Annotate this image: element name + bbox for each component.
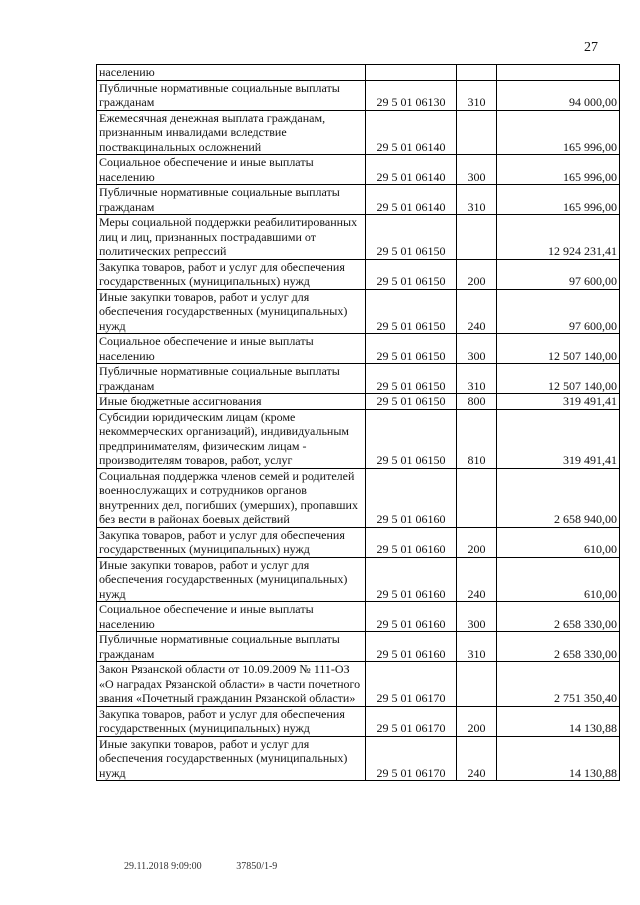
row-type-cell: 800 (457, 394, 497, 410)
row-amount-cell: 610,00 (497, 527, 620, 557)
row-code-cell: 29 5 01 06140 (366, 185, 457, 215)
row-code-cell: 29 5 01 06130 (366, 80, 457, 110)
row-name-cell: Субсидии юридическим лицам (кроме некоммерческих организаций), индивидуальным предпринимателям, физическим лицам - производителям товаров, работ, услуг (97, 409, 366, 468)
row-type-cell: 200 (457, 706, 497, 736)
row-name-cell: Социальное обеспечение и иные выплаты населению (97, 334, 366, 364)
table-row (97, 632, 620, 662)
table-row (97, 289, 620, 334)
table-row (97, 602, 620, 632)
row-code-cell: 29 5 01 06150 (366, 364, 457, 394)
table-row (97, 259, 620, 289)
table-row (97, 736, 620, 781)
page-number: 27 (584, 40, 598, 55)
row-amount-cell: 94 000,00 (497, 80, 620, 110)
row-code-cell: 29 5 01 06150 (366, 289, 457, 334)
row-code-cell: 29 5 01 06140 (366, 110, 457, 155)
row-type-cell: 200 (457, 259, 497, 289)
row-name-cell: Социальная поддержка членов семей и родителей военнослужащих и сотрудников органов внутренних дел, погибших (умерших), пропавших без вести в районах боевых действий (97, 468, 366, 527)
row-type-cell (457, 662, 497, 707)
row-amount-cell: 610,00 (497, 557, 620, 602)
row-name-cell: Публичные нормативные социальные выплаты гражданам (97, 185, 366, 215)
row-name-cell: Публичные нормативные социальные выплаты гражданам (97, 632, 366, 662)
footer (124, 861, 277, 872)
table-row (97, 468, 620, 527)
row-code-cell: 29 5 01 06160 (366, 632, 457, 662)
table-row (97, 557, 620, 602)
row-type-cell: 300 (457, 155, 497, 185)
row-type-cell: 300 (457, 602, 497, 632)
row-name-cell: Публичные нормативные социальные выплаты гражданам (97, 80, 366, 110)
row-amount-cell: 165 996,00 (497, 185, 620, 215)
row-amount-cell: 2 658 940,00 (497, 468, 620, 527)
row-code-cell: 29 5 01 06160 (366, 527, 457, 557)
row-name-cell: Иные бюджетные ассигнования (97, 394, 366, 410)
row-code-cell: 29 5 01 06170 (366, 662, 457, 707)
row-type-cell: 300 (457, 334, 497, 364)
table-row (97, 662, 620, 707)
row-code-cell: 29 5 01 06150 (366, 409, 457, 468)
row-name-cell: Закон Рязанской области от 10.09.2009 № 111-ОЗ «О наградах Рязанской области» в части почетного звания «Почетный гражданин Рязанской области» (97, 662, 366, 707)
row-amount-cell: 12 507 140,00 (497, 364, 620, 394)
table-row (97, 155, 620, 185)
table-row (97, 185, 620, 215)
row-amount-cell (497, 65, 620, 81)
row-type-cell: 310 (457, 185, 497, 215)
row-type-cell: 200 (457, 527, 497, 557)
row-code-cell: 29 5 01 06160 (366, 602, 457, 632)
row-code-cell: 29 5 01 06150 (366, 215, 457, 260)
row-name-cell: Меры социальной поддержки реабилитированных лиц и лиц, признанных пострадавшими от политических репрессий (97, 215, 366, 260)
row-type-cell: 240 (457, 289, 497, 334)
row-type-cell: 810 (457, 409, 497, 468)
row-amount-cell: 97 600,00 (497, 289, 620, 334)
row-type-cell: 310 (457, 80, 497, 110)
row-name-cell: Закупка товаров, работ и услуг для обеспечения государственных (муниципальных) нужд (97, 706, 366, 736)
row-type-cell (457, 468, 497, 527)
row-name-cell: Иные закупки товаров, работ и услуг для обеспечения государственных (муниципальных) нужд (97, 289, 366, 334)
row-name-cell: Иные закупки товаров, работ и услуг для обеспечения государственных (муниципальных) нужд (97, 557, 366, 602)
row-code-cell: 29 5 01 06160 (366, 557, 457, 602)
row-amount-cell: 14 130,88 (497, 736, 620, 781)
row-type-cell: 240 (457, 736, 497, 781)
table-row (97, 364, 620, 394)
row-amount-cell: 165 996,00 (497, 155, 620, 185)
row-code-cell: 29 5 01 06150 (366, 259, 457, 289)
row-amount-cell: 2 751 350,40 (497, 662, 620, 707)
table-row (97, 394, 620, 410)
row-name-cell: Социальное обеспечение и иные выплаты населению (97, 155, 366, 185)
row-code-cell (366, 65, 457, 81)
table-row (97, 110, 620, 155)
row-name-cell: Закупка товаров, работ и услуг для обеспечения государственных (муниципальных) нужд (97, 527, 366, 557)
row-name-cell: Закупка товаров, работ и услуг для обеспечения государственных (муниципальных) нужд (97, 259, 366, 289)
row-type-cell (457, 215, 497, 260)
row-amount-cell: 319 491,41 (497, 394, 620, 410)
row-amount-cell: 2 658 330,00 (497, 602, 620, 632)
budget-table-body (97, 65, 620, 781)
row-code-cell: 29 5 01 06170 (366, 706, 457, 736)
table-row (97, 80, 620, 110)
row-code-cell: 29 5 01 06170 (366, 736, 457, 781)
row-name-cell: Ежемесячная денежная выплата гражданам, признанным инвалидами вследствие поствакцинальных осложнений (97, 110, 366, 155)
row-type-cell: 310 (457, 364, 497, 394)
row-amount-cell: 97 600,00 (497, 259, 620, 289)
footer-doc-number: 37850/1-9 (236, 861, 278, 872)
row-amount-cell: 319 491,41 (497, 409, 620, 468)
row-amount-cell: 165 996,00 (497, 110, 620, 155)
row-name-cell: Социальное обеспечение и иные выплаты населению (97, 602, 366, 632)
row-name-cell: Публичные нормативные социальные выплаты гражданам (97, 364, 366, 394)
row-amount-cell: 14 130,88 (497, 706, 620, 736)
table-row (97, 409, 620, 468)
footer-datetime: 29.11.2018 9:09:00 (124, 861, 202, 872)
row-code-cell: 29 5 01 06160 (366, 468, 457, 527)
table-row (97, 527, 620, 557)
row-type-cell: 310 (457, 632, 497, 662)
row-type-cell (457, 110, 497, 155)
table-row (97, 215, 620, 260)
row-name-cell: Иные закупки товаров, работ и услуг для обеспечения государственных (муниципальных) нужд (97, 736, 366, 781)
row-type-cell: 240 (457, 557, 497, 602)
row-code-cell: 29 5 01 06150 (366, 394, 457, 410)
table-row (97, 65, 620, 81)
row-type-cell (457, 65, 497, 81)
row-amount-cell: 12 507 140,00 (497, 334, 620, 364)
table-row (97, 334, 620, 364)
row-name-cell: населению (97, 65, 366, 81)
row-amount-cell: 12 924 231,41 (497, 215, 620, 260)
row-amount-cell: 2 658 330,00 (497, 632, 620, 662)
row-code-cell: 29 5 01 06140 (366, 155, 457, 185)
row-code-cell: 29 5 01 06150 (366, 334, 457, 364)
budget-table (96, 64, 620, 781)
table-row (97, 706, 620, 736)
